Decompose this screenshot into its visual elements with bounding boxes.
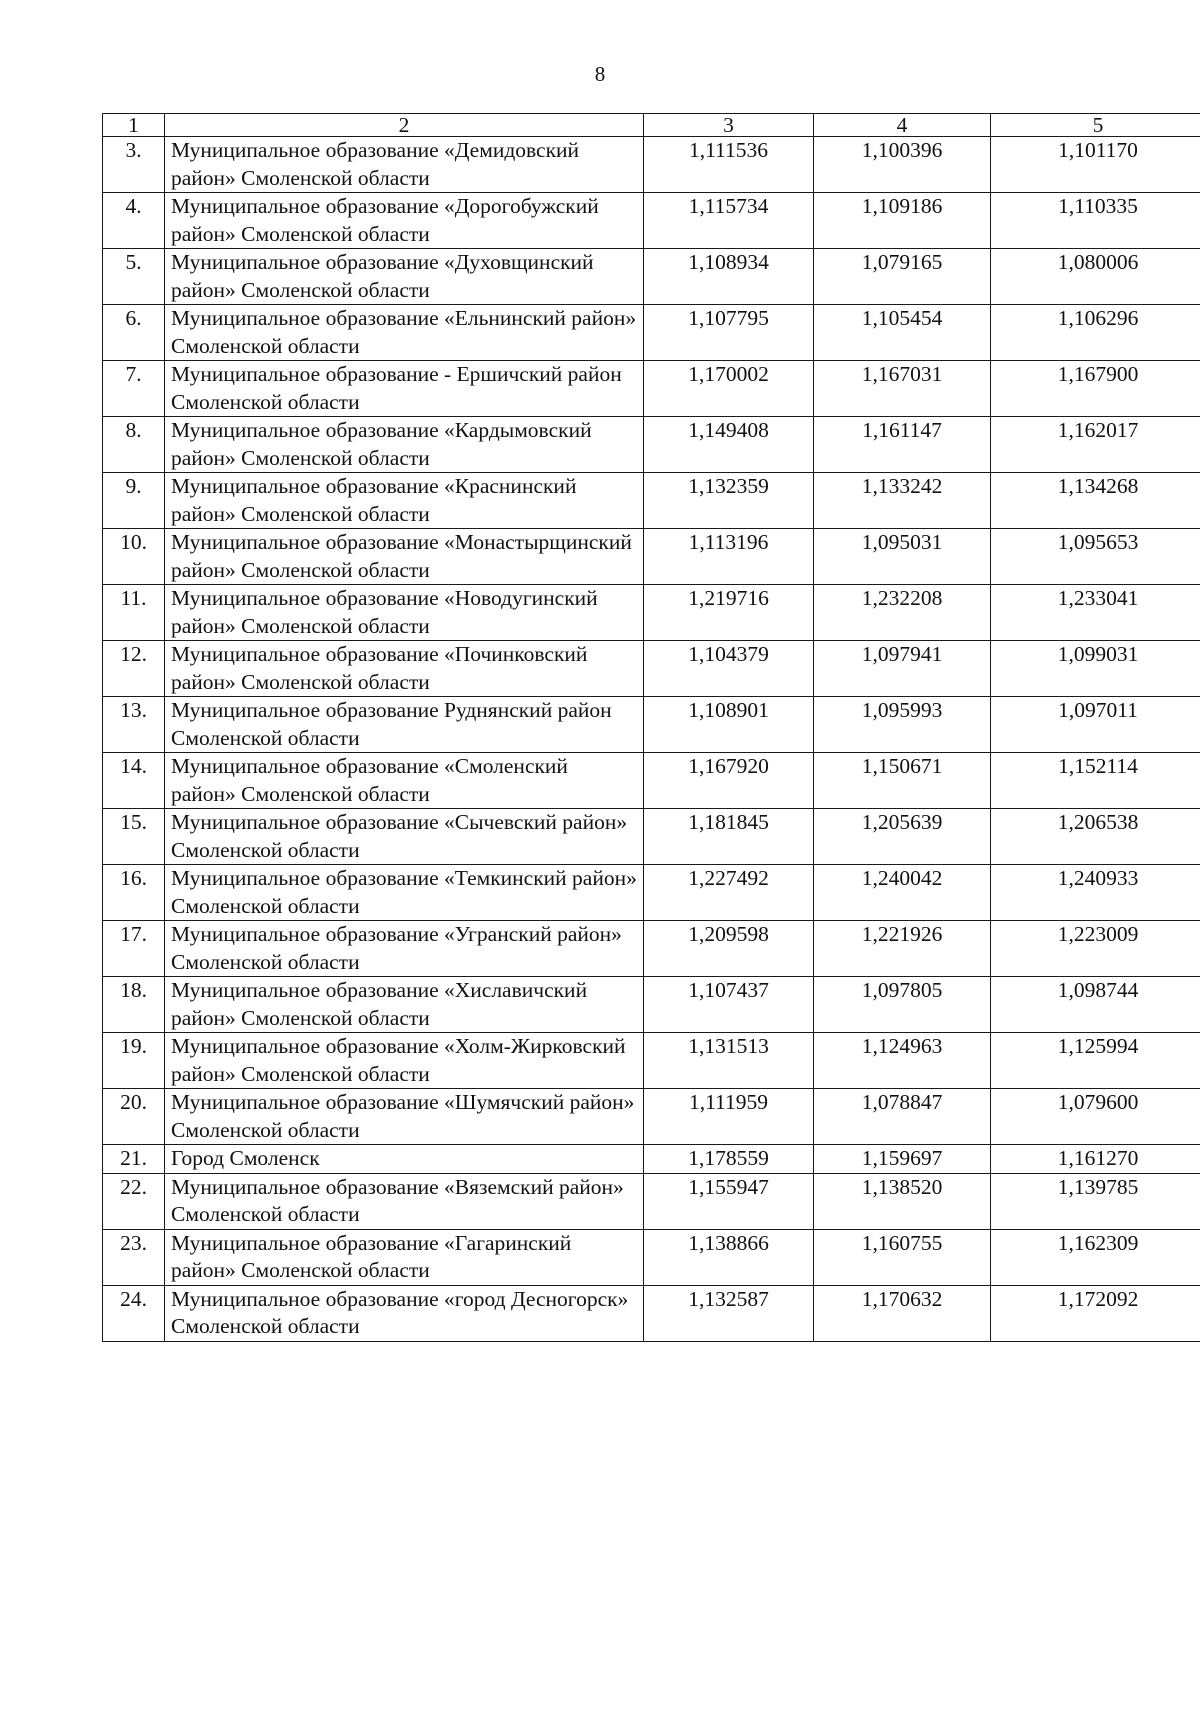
table-row: [103, 809, 1200, 865]
row-municipality-name: Муниципальное образование «Темкинский район» Смоленской области: [165, 865, 644, 921]
table-row: [103, 137, 1200, 193]
table-row: [103, 193, 1200, 249]
row-number: 3.: [103, 137, 165, 193]
table-row: [103, 697, 1200, 753]
row-value-col-3: 1,108934: [644, 249, 814, 305]
row-municipality-name: Муниципальное образование «Краснинский район» Смоленской области: [165, 473, 644, 529]
table-row: [103, 1229, 1200, 1285]
row-value-col-4: 1,109186: [814, 193, 991, 249]
row-value-col-3: 1,167920: [644, 753, 814, 809]
table-body: [103, 137, 1200, 1342]
row-number: 5.: [103, 249, 165, 305]
row-number: 24.: [103, 1285, 165, 1341]
row-value-col-4: 1,205639: [814, 809, 991, 865]
row-value-col-4: 1,097941: [814, 641, 991, 697]
row-value-col-4: 1,095031: [814, 529, 991, 585]
row-number: 19.: [103, 1033, 165, 1089]
row-value-col-5: 1,110335: [991, 193, 1200, 249]
row-municipality-name: Муниципальное образование «Ельнинский район» Смоленской области: [165, 305, 644, 361]
table-row: [103, 361, 1200, 417]
row-value-col-3: 1,170002: [644, 361, 814, 417]
row-value-col-3: 1,181845: [644, 809, 814, 865]
row-municipality-name: Муниципальное образование «Монастырщинский район» Смоленской области: [165, 529, 644, 585]
row-number: 15.: [103, 809, 165, 865]
row-value-col-5: 1,101170: [991, 137, 1200, 193]
row-number: 10.: [103, 529, 165, 585]
row-value-col-3: 1,107795: [644, 305, 814, 361]
row-municipality-name: Муниципальное образование «Холм-Жирковский район» Смоленской области: [165, 1033, 644, 1089]
row-number: 22.: [103, 1173, 165, 1229]
row-value-col-3: 1,107437: [644, 977, 814, 1033]
row-number: 6.: [103, 305, 165, 361]
table-header-row: [103, 114, 1200, 137]
table-row: [103, 529, 1200, 585]
row-value-col-3: 1,108901: [644, 697, 814, 753]
row-municipality-name: Муниципальное образование «Шумячский район» Смоленской области: [165, 1089, 644, 1145]
table-row: [103, 977, 1200, 1033]
row-number: 4.: [103, 193, 165, 249]
row-municipality-name: Муниципальное образование «Дорогобужский район» Смоленской области: [165, 193, 644, 249]
row-municipality-name: Муниципальное образование «Смоленский район» Смоленской области: [165, 753, 644, 809]
row-value-col-5: 1,233041: [991, 585, 1200, 641]
row-value-col-3: 1,138866: [644, 1229, 814, 1285]
table-row: [103, 1173, 1200, 1229]
page-number: [0, 62, 1200, 87]
row-municipality-name: Муниципальное образование - Ершичский район Смоленской области: [165, 361, 644, 417]
table-row: [103, 641, 1200, 697]
row-number: 11.: [103, 585, 165, 641]
row-municipality-name: Город Смоленск: [165, 1145, 644, 1174]
row-value-col-4: 1,097805: [814, 977, 991, 1033]
row-municipality-name: Муниципальное образование «Сычевский район» Смоленской области: [165, 809, 644, 865]
row-municipality-name: Муниципальное образование «город Десногорск» Смоленской области: [165, 1285, 644, 1341]
table-row: [103, 865, 1200, 921]
row-value-col-5: 1,152114: [991, 753, 1200, 809]
row-municipality-name: Муниципальное образование «Духовщинский район» Смоленской области: [165, 249, 644, 305]
row-value-col-5: 1,223009: [991, 921, 1200, 977]
row-value-col-5: 1,098744: [991, 977, 1200, 1033]
row-value-col-5: 1,125994: [991, 1033, 1200, 1089]
row-municipality-name: Муниципальное образование «Вяземский район» Смоленской области: [165, 1173, 644, 1229]
row-value-col-3: 1,132359: [644, 473, 814, 529]
row-value-col-4: 1,240042: [814, 865, 991, 921]
row-value-col-4: 1,138520: [814, 1173, 991, 1229]
row-value-col-4: 1,161147: [814, 417, 991, 473]
row-municipality-name: Муниципальное образование «Кардымовский район» Смоленской области: [165, 417, 644, 473]
row-value-col-4: 1,095993: [814, 697, 991, 753]
row-number: 7.: [103, 361, 165, 417]
table-row: [103, 417, 1200, 473]
row-value-col-4: 1,105454: [814, 305, 991, 361]
row-value-col-5: 1,095653: [991, 529, 1200, 585]
row-number: 20.: [103, 1089, 165, 1145]
row-number: 12.: [103, 641, 165, 697]
row-value-col-5: 1,162309: [991, 1229, 1200, 1285]
row-value-col-4: 1,170632: [814, 1285, 991, 1341]
header-col-1: 1: [103, 114, 165, 137]
row-value-col-5: 1,079600: [991, 1089, 1200, 1145]
table-row: [103, 753, 1200, 809]
row-municipality-name: Муниципальное образование «Новодугинский район» Смоленской области: [165, 585, 644, 641]
table-row: [103, 1285, 1200, 1341]
table-row: [103, 1089, 1200, 1145]
table-row: [103, 249, 1200, 305]
row-value-col-3: 1,115734: [644, 193, 814, 249]
row-value-col-3: 1,149408: [644, 417, 814, 473]
row-number: 18.: [103, 977, 165, 1033]
row-value-col-5: 1,106296: [991, 305, 1200, 361]
coefficients-table: [102, 113, 1200, 1342]
row-number: 8.: [103, 417, 165, 473]
row-value-col-3: 1,111959: [644, 1089, 814, 1145]
row-municipality-name: Муниципальное образование «Гагаринский район» Смоленской области: [165, 1229, 644, 1285]
row-number: 23.: [103, 1229, 165, 1285]
row-value-col-5: 1,206538: [991, 809, 1200, 865]
row-value-col-3: 1,104379: [644, 641, 814, 697]
row-value-col-3: 1,227492: [644, 865, 814, 921]
row-value-col-4: 1,100396: [814, 137, 991, 193]
row-number: 17.: [103, 921, 165, 977]
row-value-col-5: 1,167900: [991, 361, 1200, 417]
row-value-col-5: 1,139785: [991, 1173, 1200, 1229]
row-municipality-name: Муниципальное образование «Демидовский район» Смоленской области: [165, 137, 644, 193]
row-value-col-3: 1,113196: [644, 529, 814, 585]
row-number: 13.: [103, 697, 165, 753]
header-col-5: 5: [991, 114, 1200, 137]
row-value-col-3: 1,209598: [644, 921, 814, 977]
row-value-col-3: 1,131513: [644, 1033, 814, 1089]
row-value-col-3: 1,155947: [644, 1173, 814, 1229]
table-row: [103, 585, 1200, 641]
row-value-col-4: 1,232208: [814, 585, 991, 641]
table-row: [103, 1033, 1200, 1089]
row-value-col-5: 1,080006: [991, 249, 1200, 305]
row-value-col-3: 1,111536: [644, 137, 814, 193]
row-value-col-5: 1,240933: [991, 865, 1200, 921]
row-value-col-5: 1,162017: [991, 417, 1200, 473]
header-col-2: 2: [165, 114, 644, 137]
row-value-col-3: 1,219716: [644, 585, 814, 641]
row-value-col-4: 1,133242: [814, 473, 991, 529]
table-row: [103, 921, 1200, 977]
header-col-4: 4: [814, 114, 991, 137]
row-value-col-3: 1,132587: [644, 1285, 814, 1341]
table-row: [103, 473, 1200, 529]
row-value-col-5: 1,172092: [991, 1285, 1200, 1341]
row-value-col-4: 1,078847: [814, 1089, 991, 1145]
row-municipality-name: Муниципальное образование «Угранский район» Смоленской области: [165, 921, 644, 977]
row-value-col-4: 1,159697: [814, 1145, 991, 1174]
table-row: [103, 1145, 1200, 1174]
row-municipality-name: Муниципальное образование Руднянский район Смоленской области: [165, 697, 644, 753]
row-value-col-5: 1,134268: [991, 473, 1200, 529]
table-row: [103, 305, 1200, 361]
row-value-col-4: 1,160755: [814, 1229, 991, 1285]
row-value-col-4: 1,167031: [814, 361, 991, 417]
header-col-3: 3: [644, 114, 814, 137]
row-value-col-5: 1,161270: [991, 1145, 1200, 1174]
row-municipality-name: Муниципальное образование «Починковский район» Смоленской области: [165, 641, 644, 697]
row-number: 21.: [103, 1145, 165, 1174]
row-number: 16.: [103, 865, 165, 921]
row-value-col-4: 1,221926: [814, 921, 991, 977]
row-municipality-name: Муниципальное образование «Хиславичский район» Смоленской области: [165, 977, 644, 1033]
row-value-col-4: 1,124963: [814, 1033, 991, 1089]
row-value-col-5: 1,097011: [991, 697, 1200, 753]
row-number: 14.: [103, 753, 165, 809]
page-number-text: 8: [594, 62, 606, 86]
row-value-col-4: 1,150671: [814, 753, 991, 809]
row-value-col-4: 1,079165: [814, 249, 991, 305]
row-value-col-3: 1,178559: [644, 1145, 814, 1174]
row-value-col-5: 1,099031: [991, 641, 1200, 697]
row-number: 9.: [103, 473, 165, 529]
